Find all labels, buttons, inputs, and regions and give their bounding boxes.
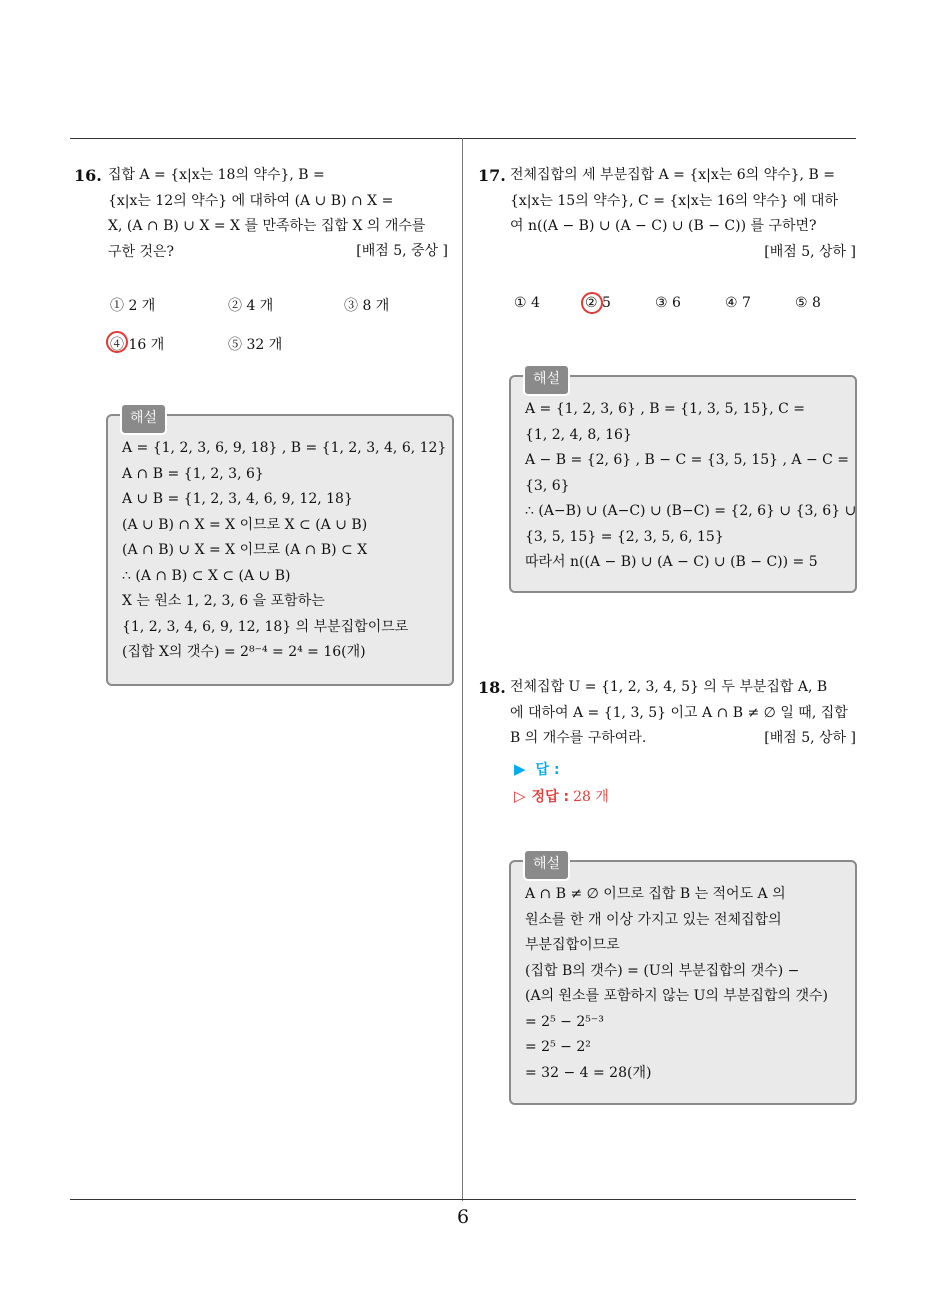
question-number: 17.: [478, 166, 506, 185]
solution-line: = 2⁵ − 2⁵⁻³: [525, 1013, 604, 1030]
solution-line: (A의 원소를 포함하지 않는 U의 부분집합의 갯수): [525, 988, 828, 1004]
answer-label: 답 :: [535, 762, 560, 778]
question-line: 구한 것은?: [108, 243, 175, 260]
question-line: {x|x는 12의 약수} 에 대하여 (A ∪ B) ∩ X =: [108, 192, 394, 209]
correct-answer-label: 정답 :: [531, 789, 570, 805]
question-line: X, (A ∩ B) ∪ X = X 를 만족하는 집합 X 의 개수를: [108, 218, 426, 234]
marked-answer-circle-icon: [581, 292, 603, 314]
solution-line: {1, 2, 4, 8, 16}: [525, 426, 632, 443]
solution-line: A = {1, 2, 3, 6, 9, 18} , B = {1, 2, 3, 4, 6, 12}: [122, 440, 447, 456]
question-16: [74, 163, 456, 265]
solution-tag: 해설: [120, 403, 167, 435]
page-number: 6: [456, 1206, 470, 1228]
choice-1[interactable]: ① 2 개: [110, 298, 156, 314]
question-line: 에 대하여 A = {1, 3, 5} 이고 A ∩ B ≠ ∅ 일 때, 집합: [510, 704, 848, 721]
question-number: 16.: [74, 166, 102, 185]
question-line: 여 n((A − B) ∪ (A − C) ∪ (B − C)) 를 구하면?: [510, 218, 817, 234]
solution-line: 따라서 n((A − B) ∪ (A − C) ∪ (B − C)) = 5: [525, 554, 818, 570]
question-line: 전체집합 U = {1, 2, 3, 4, 5} 의 두 부분집합 A, B: [510, 679, 828, 695]
answer-row: [514, 759, 560, 779]
choice-1[interactable]: ① 4: [514, 295, 540, 311]
solution-line: A = {1, 2, 3, 6} , B = {1, 3, 5, 15}, C =: [525, 401, 805, 417]
question-line: {x|x는 15의 약수}, C = {x|x는 16의 약수} 에 대하: [510, 192, 838, 209]
question-17: [478, 163, 856, 265]
choice-3[interactable]: ③ 6: [655, 295, 681, 311]
question-18: [478, 675, 856, 752]
choice-2[interactable]: ② 5: [585, 295, 611, 311]
solution-line: (A ∪ B) ∩ X = X 이므로 X ⊂ (A ∪ B): [122, 516, 368, 533]
question-line: 집합 A = {x|x는 18의 약수}, B =: [108, 167, 325, 183]
question-text: [510, 163, 856, 265]
solution-line: ∴ (A ∩ B) ⊂ X ⊂ (A ∪ B): [122, 567, 291, 584]
solution-line: A − B = {2, 6} , B − C = {3, 5, 15} , A − C =: [525, 452, 850, 468]
solution-box-17: [509, 371, 857, 593]
choice-5[interactable]: ⑤ 8: [795, 295, 821, 311]
marked-answer-circle-icon: [106, 331, 128, 353]
solution-line: 부분집합이므로: [525, 937, 620, 953]
solution-box-16: [106, 410, 454, 686]
solution-line: {3, 6}: [525, 477, 570, 494]
question-number: 18.: [478, 678, 506, 697]
solution-line: X 는 원소 1, 2, 3, 6 을 포함하는: [122, 593, 325, 609]
choice-4[interactable]: ④ 7: [725, 295, 751, 311]
solution-box-18: [509, 856, 857, 1105]
score-label: [배점 5, 상하 ]: [764, 243, 856, 260]
correct-answer-value: 28 개: [573, 789, 609, 805]
choice-2[interactable]: ② 4 개: [228, 298, 274, 314]
choice-4[interactable]: ④ 16 개: [110, 337, 165, 353]
question-line: B 의 개수를 구하여라.: [510, 730, 647, 746]
solution-line: 원소를 한 개 이상 가지고 있는 전체집합의: [525, 911, 782, 928]
solution-tag: 해설: [523, 849, 570, 881]
score-label: [배점 5, 중상 ]: [356, 243, 448, 259]
solution-line: = 2⁵ − 2²: [525, 1039, 591, 1055]
column-divider: [462, 138, 463, 1201]
solution-line: A ∩ B = {1, 2, 3, 6}: [122, 465, 264, 482]
top-rule: [70, 138, 856, 139]
solution-line: A ∪ B = {1, 2, 3, 4, 6, 9, 12, 18}: [122, 491, 353, 507]
score-label: [배점 5, 상하 ]: [764, 730, 856, 746]
solution-line: {1, 2, 3, 4, 6, 9, 12, 18} 의 부분집합이므로: [122, 618, 409, 635]
solution-line: {3, 5, 15} = {2, 3, 5, 6, 15}: [525, 528, 724, 545]
open-triangle-icon: ▷: [514, 787, 526, 805]
solution-line: = 32 − 4 = 28(개): [525, 1064, 652, 1081]
filled-triangle-icon: ▶: [514, 760, 526, 778]
solution-line: (집합 X의 갯수) = 2⁸⁻⁴ = 2⁴ = 16(개): [122, 644, 366, 660]
correct-answer-row: [514, 786, 609, 806]
solution-line: A ∩ B ≠ ∅ 이므로 집합 B 는 적어도 A 의: [525, 886, 786, 902]
question-line: 전체집합의 세 부분집합 A = {x|x는 6의 약수}, B =: [510, 167, 835, 183]
solution-line: (A ∩ B) ∪ X = X 이므로 (A ∩ B) ⊂ X: [122, 542, 368, 558]
solution-line: ∴ (A−B) ∪ (A−C) ∪ (B−C) = {2, 6} ∪ {3, 6} ∪: [525, 503, 857, 519]
bottom-rule: [70, 1199, 856, 1200]
solution-tag: 해설: [523, 364, 570, 396]
choice-3[interactable]: ③ 8 개: [344, 298, 390, 314]
solution-line: (집합 B의 갯수) = (U의 부분집합의 갯수) −: [525, 962, 800, 979]
choice-5[interactable]: ⑤ 32 개: [228, 337, 283, 353]
